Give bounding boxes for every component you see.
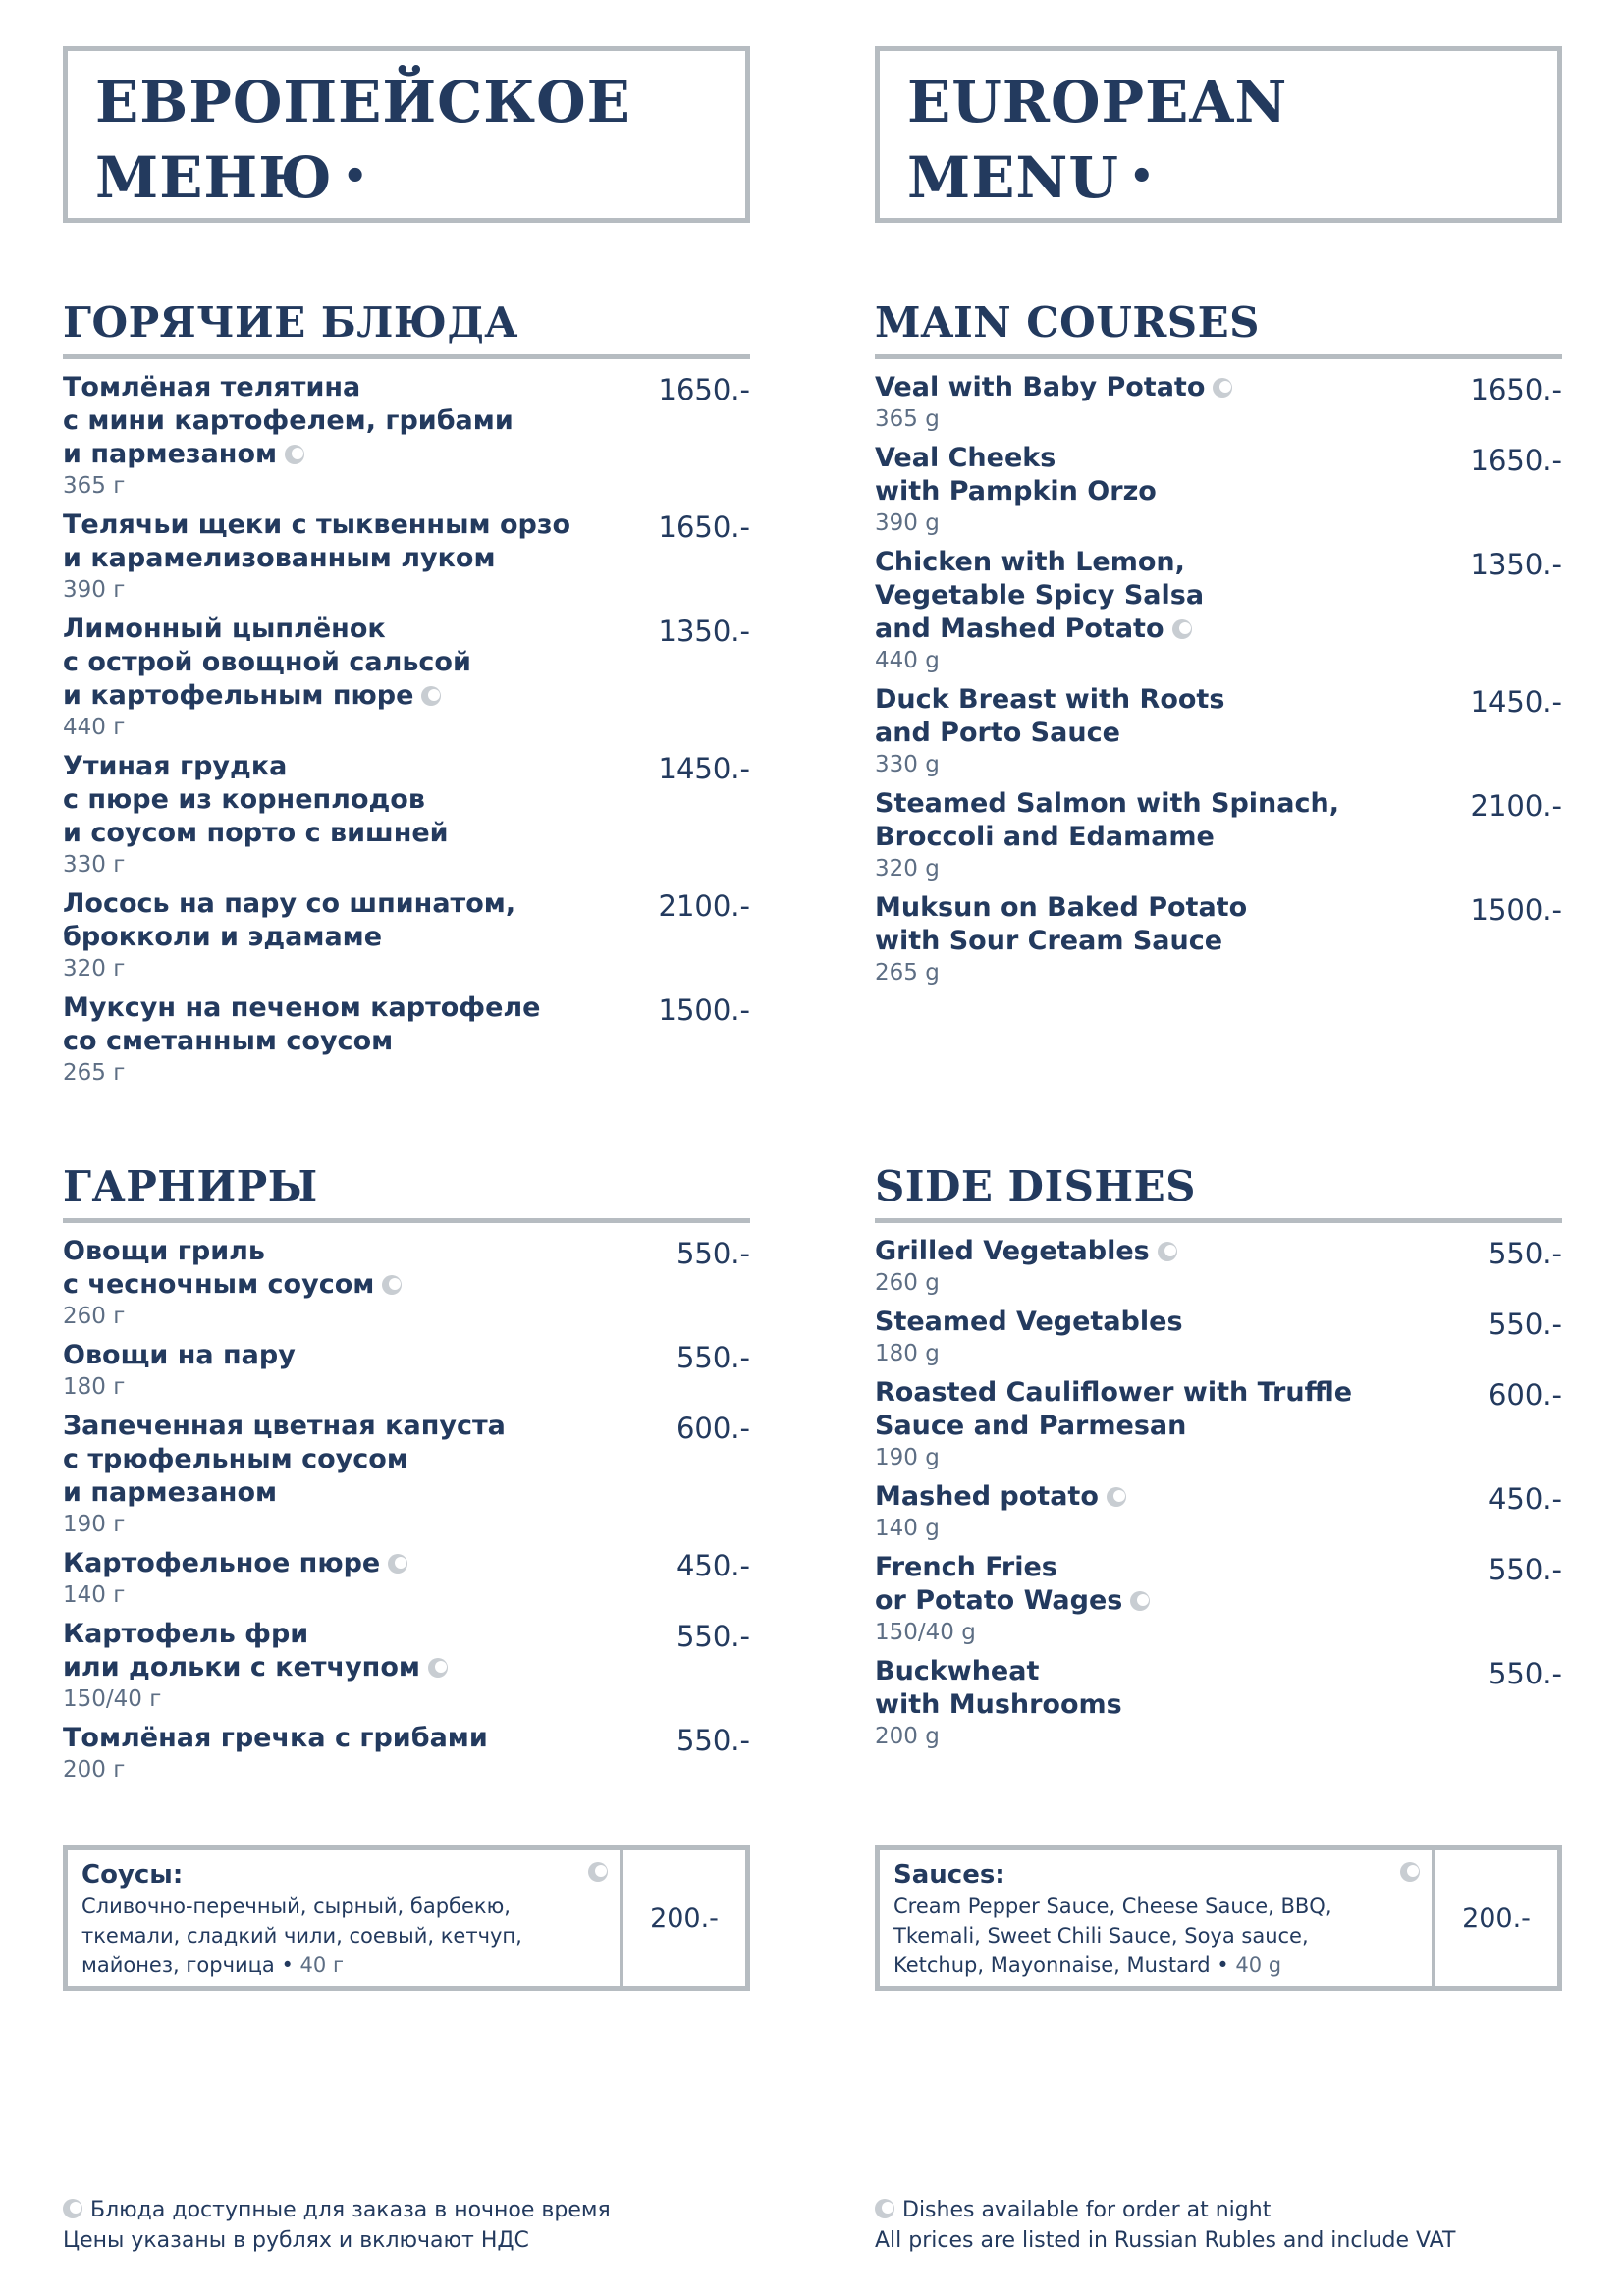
menu-item-weight: 260 g xyxy=(875,1270,940,1296)
footnote-prices: Цены указаны в рублях и включают НДС xyxy=(63,2228,529,2253)
menu-item-weight: 440 g xyxy=(875,648,940,673)
menu-item-weight: 200 г xyxy=(63,1757,126,1783)
menu-item-price: 450.- xyxy=(676,1549,750,1582)
menu-item xyxy=(63,750,750,880)
sauces-weight: 40 g xyxy=(1235,1953,1282,1977)
menu-item-weight: 330 г xyxy=(63,852,126,878)
menu-item-price: 1500.- xyxy=(1470,893,1562,927)
moon-icon xyxy=(428,1658,448,1678)
menu-title-line2: МЕНЮ • xyxy=(95,144,369,211)
sauces-title: Соусы: xyxy=(81,1860,184,1890)
menu-item-weight: 190 g xyxy=(875,1445,940,1470)
menu-item xyxy=(63,887,750,984)
section-heading-main: MAIN COURSES xyxy=(875,299,1562,359)
menu-item-name: Mashed potato xyxy=(875,1480,1425,1514)
menu-item xyxy=(875,1235,1562,1298)
menu-item-weight: 260 г xyxy=(63,1304,126,1329)
menu-item xyxy=(875,1306,1562,1368)
menu-item-price: 600.- xyxy=(676,1412,750,1445)
menu-item-info xyxy=(875,371,1425,434)
sauces-box xyxy=(63,1845,750,1991)
moon-icon xyxy=(875,2199,894,2218)
menu-item xyxy=(875,1376,1562,1472)
menu-item xyxy=(875,891,1562,988)
moon-icon xyxy=(1400,1862,1420,1882)
menu-item-weight: 390 g xyxy=(875,510,940,536)
sauces-box xyxy=(875,1845,1562,1991)
menu-title-line1: EUROPEAN xyxy=(907,69,1288,135)
menu-item-name: Запеченная цветная капуста с трюфельным соусом и пармезаном xyxy=(63,1411,506,1508)
menu-item-name: Veal with Baby Potato xyxy=(875,371,1425,404)
menu-item-price: 550.- xyxy=(1488,1237,1562,1270)
menu-title-box xyxy=(63,46,750,223)
menu-item-info xyxy=(63,750,613,880)
main-items-list xyxy=(875,371,1562,995)
menu-item-name: Grilled Vegetables xyxy=(875,1235,1425,1268)
menu-item xyxy=(875,442,1562,538)
menu-item-name: Buckwheat with Mushrooms xyxy=(875,1656,1122,1720)
moon-icon xyxy=(1172,619,1192,639)
menu-item xyxy=(63,991,750,1088)
section-heading-sides: SIDE DISHES xyxy=(875,1163,1562,1223)
sauces-title: Sauces: xyxy=(893,1860,1005,1890)
menu-item-name: Roasted Cauliflower with Truffle Sauce and Parmesan xyxy=(875,1377,1353,1441)
menu-item-info xyxy=(63,508,613,605)
menu-item-price: 550.- xyxy=(676,1237,750,1270)
menu-item-price: 1350.- xyxy=(1470,548,1562,581)
sauces-list: Сливочно-перечный, сырный, барбекю, ткемали, сладкий чили, соевый, кетчуп, майонез, горчица • 40 г xyxy=(81,1895,522,1977)
menu-item-weight: 180 g xyxy=(875,1341,940,1366)
menu-item-weight: 365 г xyxy=(63,473,126,499)
menu-item-price: 1450.- xyxy=(1470,685,1562,719)
menu-item-info xyxy=(875,442,1425,538)
menu-item-price: 1650.- xyxy=(658,373,750,406)
menu-item-name: Muksun on Baked Potato with Sour Cream Sauce xyxy=(875,892,1248,956)
menu-item xyxy=(875,1551,1562,1647)
menu-item-info xyxy=(875,683,1425,779)
menu-item-info xyxy=(875,787,1425,883)
menu-item-price: 550.- xyxy=(676,1724,750,1757)
menu-item-weight: 320 г xyxy=(63,956,126,982)
menu-item-name: Duck Breast with Roots and Porto Sauce xyxy=(875,684,1225,748)
menu-item-name: Муксун на печеном картофеле со сметанным соусом xyxy=(63,992,541,1056)
menu-item xyxy=(63,1547,750,1610)
menu-item-weight: 190 г xyxy=(63,1512,126,1537)
menu-item-price: 2100.- xyxy=(658,889,750,923)
menu-item-info xyxy=(875,1306,1425,1368)
menu-item-price: 2100.- xyxy=(1470,789,1562,823)
section-heading-sides: ГАРНИРЫ xyxy=(63,1163,750,1223)
menu-item xyxy=(875,683,1562,779)
menu-item-weight: 150/40 г xyxy=(63,1686,162,1712)
menu-item-weight: 140 g xyxy=(875,1516,940,1541)
moon-icon xyxy=(588,1862,608,1882)
menu-item-info xyxy=(63,1339,613,1402)
menu-item xyxy=(875,1480,1562,1543)
menu-item-weight: 330 g xyxy=(875,752,940,777)
menu-item-info xyxy=(63,1618,613,1714)
menu-item-weight: 150/40 g xyxy=(875,1620,976,1645)
menu-item xyxy=(875,546,1562,675)
menu-item-info xyxy=(63,371,613,501)
moon-icon xyxy=(1130,1591,1150,1611)
menu-item-price: 1650.- xyxy=(658,510,750,544)
menu-item xyxy=(875,787,1562,883)
menu-item-weight: 200 g xyxy=(875,1724,940,1749)
menu-item xyxy=(63,1235,750,1331)
menu-item xyxy=(63,508,750,605)
moon-icon xyxy=(63,2199,82,2218)
menu-item-name: Steamed Vegetables xyxy=(875,1307,1183,1337)
moon-icon xyxy=(382,1275,402,1295)
menu-item-name: Овощи гриль с чесночным соусом xyxy=(63,1235,613,1302)
menu-item-name: French Fries or Potato Wages xyxy=(875,1551,1425,1618)
footnote-prices: All prices are listed in Russian Rubles and include VAT xyxy=(875,2228,1456,2253)
moon-icon xyxy=(388,1554,407,1574)
menu-item-info xyxy=(63,613,613,742)
menu-item-weight: 320 g xyxy=(875,856,940,881)
side-items-list xyxy=(875,1235,1562,1759)
menu-item-info xyxy=(63,1235,613,1331)
menu-item-info xyxy=(875,546,1425,675)
menu-item-info xyxy=(875,891,1425,988)
sauces-description xyxy=(68,1850,623,1986)
menu-title-box xyxy=(875,46,1562,223)
menu-item xyxy=(63,613,750,742)
menu-item-info xyxy=(63,991,613,1088)
side-items-list xyxy=(63,1235,750,1792)
moon-icon xyxy=(1213,378,1232,398)
menu-item xyxy=(63,371,750,501)
menu-item-price: 1350.- xyxy=(658,614,750,648)
menu-title-line2: MENU • xyxy=(907,144,1156,211)
sauces-price: 200.- xyxy=(1462,1902,1531,1934)
menu-item-weight: 265 g xyxy=(875,960,940,986)
menu-item-info xyxy=(63,1547,613,1610)
menu-item-name: Steamed Salmon with Spinach, Broccoli and Edamame xyxy=(875,788,1339,852)
footnote-night: Dishes available for order at night xyxy=(875,2195,1562,2225)
menu-item-name: Картофельное пюре xyxy=(63,1547,613,1580)
menu-item xyxy=(63,1410,750,1539)
menu-item-name: Лосось на пару со шпинатом, брокколи и эдамаме xyxy=(63,888,516,952)
footnote xyxy=(875,2195,1562,2256)
footnote-night: Блюда доступные для заказа в ночное время xyxy=(63,2195,750,2225)
menu-title-line1: ЕВРОПЕЙСКОЕ xyxy=(95,69,631,135)
section-heading-main: ГОРЯЧИЕ БЛЮДА xyxy=(63,299,750,359)
menu-item-info xyxy=(63,1410,613,1539)
menu-item-price: 550.- xyxy=(1488,1657,1562,1690)
menu-item-weight: 140 г xyxy=(63,1582,126,1608)
menu-item-price: 1450.- xyxy=(658,752,750,785)
menu-item-info xyxy=(875,1376,1425,1472)
menu-item-price: 550.- xyxy=(1488,1308,1562,1341)
menu-item-price: 1500.- xyxy=(658,993,750,1027)
moon-icon xyxy=(285,445,304,464)
menu-item-price: 1650.- xyxy=(1470,373,1562,406)
menu-item-info xyxy=(63,1722,613,1785)
menu-item-price: 550.- xyxy=(676,1341,750,1374)
menu-item xyxy=(63,1339,750,1402)
moon-icon xyxy=(421,686,441,706)
menu-item-name: Томлёная телятина с мини картофелем, грибами и пармезаном xyxy=(63,372,514,469)
menu-item-info xyxy=(875,1235,1425,1298)
menu-item-weight: 180 г xyxy=(63,1374,126,1400)
menu-item-weight: 390 г xyxy=(63,577,126,603)
menu-item-price: 550.- xyxy=(676,1620,750,1653)
menu-item-weight: 440 г xyxy=(63,715,126,740)
menu-item xyxy=(63,1722,750,1785)
menu-item xyxy=(63,1618,750,1714)
menu-item-info xyxy=(63,887,613,984)
menu-item xyxy=(875,371,1562,434)
menu-item-price: 1650.- xyxy=(1470,444,1562,477)
moon-icon xyxy=(1107,1487,1126,1507)
menu-item-name: Томлёная гречка с грибами xyxy=(63,1723,488,1753)
menu-item-price: 450.- xyxy=(1488,1482,1562,1516)
menu-item-weight: 265 г xyxy=(63,1060,126,1086)
footnote xyxy=(63,2195,750,2256)
menu-item xyxy=(875,1655,1562,1751)
menu-item-price: 600.- xyxy=(1488,1378,1562,1412)
menu-item-name: Телячьи щеки с тыквенным орзо и карамелизованным луком xyxy=(63,509,571,573)
sauces-description xyxy=(880,1850,1435,1986)
sauces-price: 200.- xyxy=(650,1902,719,1934)
menu-item-weight: 365 g xyxy=(875,406,940,432)
menu-item-name: Утиная грудка с пюре из корнеплодов и соусом порто с вишней xyxy=(63,751,449,848)
menu-item-name: Картофель фри или дольки с кетчупом xyxy=(63,1618,613,1684)
sauces-weight: 40 г xyxy=(299,1953,344,1977)
sauces-list: Cream Pepper Sauce, Cheese Sauce, BBQ, Tkemali, Sweet Chili Sauce, Soya sauce, Ketchup, Mayonnaise, Mustard • 40 g xyxy=(893,1895,1332,1977)
menu-item-name: Chicken with Lemon, Vegetable Spicy Salsa and Mashed Potato xyxy=(875,547,1205,644)
main-items-list xyxy=(63,371,750,1095)
menu-item-info xyxy=(875,1655,1425,1751)
menu-item-name: Veal Cheeks with Pampkin Orzo xyxy=(875,443,1157,507)
menu-item-name: Лимонный цыплёнок с острой овощной сальсой и картофельным пюре xyxy=(63,614,471,711)
menu-item-info xyxy=(875,1551,1425,1647)
menu-item-name: Овощи на пару xyxy=(63,1340,296,1370)
menu-item-info xyxy=(875,1480,1425,1543)
menu-item-price: 550.- xyxy=(1488,1553,1562,1586)
moon-icon xyxy=(1158,1242,1177,1261)
